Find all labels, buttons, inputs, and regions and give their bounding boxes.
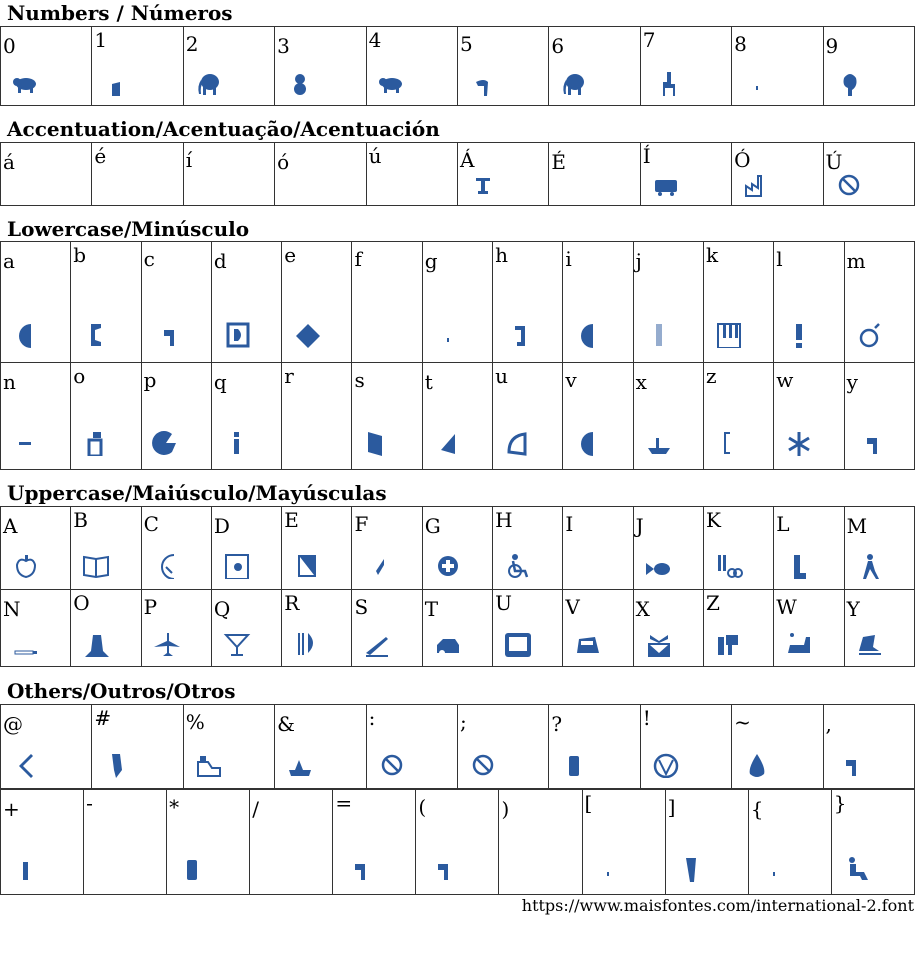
glyph-cell bbox=[71, 242, 141, 363]
wheelchair-icon bbox=[503, 553, 533, 579]
numbers-grid bbox=[0, 26, 915, 106]
glyph-char-label: = bbox=[335, 791, 353, 815]
glyph-cell bbox=[549, 143, 640, 206]
chevron-icon bbox=[11, 752, 41, 778]
glyph-row bbox=[1, 790, 915, 895]
animal-leg-icon bbox=[468, 70, 498, 96]
glyph-char-label: + bbox=[3, 797, 20, 821]
giraffe-icon bbox=[651, 70, 681, 96]
glyph-cell bbox=[457, 27, 548, 106]
fragment-icon bbox=[426, 856, 456, 882]
glyph-char-label: G bbox=[424, 514, 441, 538]
glyph-char-label: l bbox=[776, 247, 783, 271]
glyph-char-label: é bbox=[94, 144, 107, 168]
glyph-cell bbox=[563, 507, 633, 590]
glyph-char-label: q bbox=[213, 370, 227, 394]
piano-icon bbox=[714, 322, 744, 348]
glyph-cell bbox=[1, 507, 71, 590]
glyph-char-label: Ó bbox=[734, 148, 751, 172]
scissors-icon bbox=[714, 553, 744, 579]
glyph-char-label: U bbox=[495, 591, 512, 615]
glyph-char-label: # bbox=[94, 706, 112, 730]
glyph-char-label: b bbox=[73, 243, 87, 267]
glyph-char-label: Á bbox=[459, 148, 475, 172]
glyph-char-label: Ú bbox=[825, 150, 843, 174]
fragment-icon bbox=[152, 322, 182, 348]
glyph-char-label: I bbox=[565, 512, 574, 536]
glyph-char-label: d bbox=[213, 249, 227, 273]
squirrel-icon bbox=[834, 70, 864, 96]
glyph-char-label: Z bbox=[705, 591, 720, 615]
glyph-char-label: É bbox=[551, 150, 566, 174]
glyph-cell bbox=[167, 790, 250, 895]
robot-icon bbox=[81, 430, 111, 456]
glyph-cell bbox=[1, 242, 71, 363]
glyph-char-label: A bbox=[3, 514, 18, 538]
glyph-char-label: á bbox=[3, 150, 15, 174]
glyph-char-label: 3 bbox=[277, 34, 290, 58]
animal-fragment-icon bbox=[102, 70, 132, 96]
glyph-char-label: s bbox=[354, 368, 365, 392]
glyph-cell bbox=[275, 705, 366, 789]
glyph-char-label: 0 bbox=[3, 34, 16, 58]
half-circle-icon bbox=[573, 322, 603, 348]
fragment-icon bbox=[855, 430, 885, 456]
glyph-cell bbox=[582, 790, 665, 895]
glyph-cell bbox=[774, 590, 844, 667]
glyph-cell bbox=[732, 27, 823, 106]
glyph-cell bbox=[92, 27, 183, 106]
bar-icon bbox=[11, 856, 41, 882]
block-icon bbox=[559, 752, 589, 778]
bracket-icon bbox=[714, 430, 744, 456]
elephant-icon bbox=[559, 70, 589, 96]
pacman-icon bbox=[152, 430, 182, 456]
glyph-cell bbox=[844, 242, 914, 363]
glyph-char-label: ? bbox=[551, 712, 563, 736]
glyph-cell bbox=[141, 590, 211, 667]
glyph-char-label: n bbox=[3, 370, 16, 394]
fragment-icon bbox=[343, 856, 373, 882]
glyph-char-label: ! bbox=[642, 706, 651, 730]
glyph-cell bbox=[549, 705, 640, 789]
glyph-cell bbox=[92, 143, 183, 206]
wave-icon bbox=[503, 430, 533, 456]
cigarette-icon bbox=[11, 631, 41, 657]
source-url: https://www.maisfontes.com/international-2.font bbox=[521, 896, 914, 915]
glyph-cell bbox=[275, 143, 366, 206]
hook-icon bbox=[503, 322, 533, 348]
dash-icon bbox=[11, 430, 41, 456]
airplane-icon bbox=[152, 631, 182, 657]
glyph-cell bbox=[352, 242, 422, 363]
glyph-char-label: e bbox=[284, 243, 297, 267]
glyph-cell bbox=[844, 363, 914, 470]
glyph-char-label: ú bbox=[368, 144, 382, 168]
glyph-cell bbox=[823, 705, 914, 789]
tv-icon bbox=[503, 631, 533, 657]
glyph-char-label: & bbox=[277, 712, 295, 736]
glyph-char-label: y bbox=[846, 370, 858, 394]
seat-icon bbox=[855, 631, 885, 657]
no-entry-icon bbox=[468, 752, 498, 778]
female-symbol-icon bbox=[855, 322, 885, 348]
glyph-char-label: w bbox=[776, 368, 794, 392]
no-entry-icon bbox=[377, 752, 407, 778]
lighthouse-icon bbox=[81, 631, 111, 657]
dot-icon bbox=[433, 322, 463, 348]
no-entry-icon bbox=[834, 172, 864, 198]
glyph-char-label: - bbox=[86, 791, 93, 815]
glyph-cell bbox=[422, 363, 492, 470]
glyph-cell bbox=[352, 507, 422, 590]
glyph-char-label: 6 bbox=[551, 34, 565, 58]
glyph-char-label: ~ bbox=[734, 710, 751, 734]
factory-icon bbox=[742, 172, 772, 198]
glyph-cell bbox=[183, 27, 274, 106]
glyph-char-label: ó bbox=[277, 150, 290, 174]
glyph-char-label: u bbox=[495, 364, 508, 388]
glyph-char-label: K bbox=[705, 508, 721, 532]
others-grid-row1 bbox=[0, 704, 915, 789]
glyph-row bbox=[1, 590, 915, 667]
section-title-accentuation: Accentuation/Acentuação/Acentuación bbox=[7, 117, 440, 141]
pedestrian-icon bbox=[855, 553, 885, 579]
bus-icon bbox=[651, 172, 681, 198]
glyph-char-label: Q bbox=[213, 597, 231, 621]
glyph-char-label: Y bbox=[846, 597, 860, 621]
glyph-char-label: H bbox=[495, 508, 513, 532]
glyph-cell bbox=[422, 242, 492, 363]
hippo-icon bbox=[377, 70, 407, 96]
glyph-cell bbox=[141, 363, 211, 470]
boat-icon bbox=[285, 752, 315, 778]
glyph-char-label: J bbox=[635, 514, 644, 538]
glyph-char-label: 9 bbox=[825, 34, 839, 58]
glyph-row bbox=[1, 27, 915, 106]
glyph-cell bbox=[366, 705, 457, 789]
uppercase-grid bbox=[0, 506, 915, 667]
glyph-cell bbox=[563, 363, 633, 470]
d-box-icon bbox=[222, 322, 252, 348]
glyph-char-label: p bbox=[143, 368, 157, 392]
glyph-cell bbox=[493, 507, 563, 590]
lowercase-grid bbox=[0, 241, 915, 470]
glyph-char-label: t bbox=[424, 370, 433, 394]
glyph-char-label: o bbox=[73, 364, 86, 388]
glyph-cell bbox=[352, 590, 422, 667]
glyph-char-label: 1 bbox=[94, 28, 108, 52]
sign-icon bbox=[292, 322, 322, 348]
glyph-char-label: f bbox=[354, 247, 362, 271]
glyph-char-label: , bbox=[825, 712, 832, 736]
glyph-row bbox=[1, 143, 915, 206]
exclamation-icon bbox=[784, 322, 814, 348]
half-circle-icon bbox=[573, 430, 603, 456]
taxi-icon bbox=[433, 631, 463, 657]
glyph-char-label: Í bbox=[642, 144, 651, 168]
glyph-char-label: F bbox=[354, 512, 369, 536]
panda-icon bbox=[285, 70, 315, 96]
bar-fragment-icon bbox=[644, 322, 674, 348]
phone-icon bbox=[81, 322, 111, 348]
glyph-char-label: ( bbox=[418, 795, 427, 819]
first-aid-icon bbox=[433, 553, 463, 579]
glyph-char-label: i bbox=[565, 247, 572, 271]
glyph-char-label: N bbox=[3, 597, 21, 621]
section-title-others: Others/Outros/Otros bbox=[7, 679, 236, 703]
glyph-cell bbox=[1, 363, 71, 470]
glyph-cell bbox=[703, 590, 773, 667]
bed-icon bbox=[784, 631, 814, 657]
ski-icon bbox=[362, 631, 392, 657]
glyph-cell bbox=[84, 790, 167, 895]
glyph-char-label: r bbox=[284, 364, 294, 388]
glyph-cell bbox=[92, 705, 183, 789]
glyph-cell bbox=[211, 590, 281, 667]
glyph-char-label: D bbox=[213, 514, 230, 538]
glyph-row bbox=[1, 507, 915, 590]
car-icon bbox=[194, 752, 224, 778]
glyph-char-label: { bbox=[750, 797, 764, 821]
fish-icon bbox=[644, 553, 674, 579]
cocktail-icon bbox=[222, 631, 252, 657]
glyph-cell bbox=[71, 363, 141, 470]
glyph-cell bbox=[1, 590, 71, 667]
glyph-cell bbox=[563, 242, 633, 363]
door-icon bbox=[362, 430, 392, 456]
glyph-cell bbox=[563, 590, 633, 667]
glyph-char-label: h bbox=[495, 243, 508, 267]
glyph-cell bbox=[493, 242, 563, 363]
book-icon bbox=[81, 553, 111, 579]
glyph-cell bbox=[823, 143, 914, 206]
glyph-char-label: ] bbox=[667, 795, 676, 819]
glyph-cell bbox=[71, 590, 141, 667]
glyph-char-label: 5 bbox=[459, 32, 473, 56]
faucet-icon bbox=[468, 172, 498, 198]
glyph-cell bbox=[211, 507, 281, 590]
glyph-cell bbox=[493, 363, 563, 470]
glyph-row bbox=[1, 705, 915, 789]
glyph-char-label: @ bbox=[3, 712, 23, 736]
glyph-char-label: % bbox=[185, 710, 205, 734]
glyph-cell bbox=[640, 143, 731, 206]
glyph-cell bbox=[633, 507, 703, 590]
dot-icon bbox=[759, 856, 789, 882]
glyph-char-label: m bbox=[846, 249, 866, 273]
fragment-icon bbox=[834, 752, 864, 778]
glyph-char-label: 8 bbox=[734, 32, 747, 56]
info-icon bbox=[222, 430, 252, 456]
glyph-cell bbox=[183, 705, 274, 789]
section-title-uppercase: Uppercase/Maiúsculo/Mayúsculas bbox=[7, 481, 387, 505]
glyph-row bbox=[1, 242, 915, 363]
glyph-char-label: í bbox=[185, 148, 193, 172]
glyph-char-label: j bbox=[635, 249, 642, 273]
glyph-char-label: B bbox=[73, 508, 88, 532]
glyph-cell bbox=[640, 705, 731, 789]
glyph-cell bbox=[282, 507, 352, 590]
accentuation-grid bbox=[0, 142, 915, 206]
glyph-cell bbox=[422, 507, 492, 590]
glyph-cell bbox=[366, 27, 457, 106]
glyph-cell bbox=[333, 790, 416, 895]
glyph-char-label: } bbox=[833, 791, 847, 815]
pen-nib-icon bbox=[102, 752, 132, 778]
glyph-cell bbox=[844, 507, 914, 590]
glyph-char-label: S bbox=[354, 595, 369, 619]
glyph-cell bbox=[141, 242, 211, 363]
glyph-cell bbox=[457, 705, 548, 789]
glyph-cell bbox=[71, 507, 141, 590]
train-icon bbox=[573, 631, 603, 657]
apple-icon bbox=[11, 553, 41, 579]
globe-icon bbox=[651, 752, 681, 778]
line-icon bbox=[362, 553, 392, 579]
person-sitting-icon bbox=[842, 856, 872, 882]
glyph-cell bbox=[831, 790, 914, 895]
glyph-char-label: E bbox=[284, 508, 299, 532]
glyph-cell bbox=[823, 27, 914, 106]
glyph-char-label: X bbox=[635, 597, 650, 621]
glyph-cell bbox=[282, 242, 352, 363]
glyph-char-label: v bbox=[565, 368, 577, 392]
l-sign-icon bbox=[784, 553, 814, 579]
glyph-cell bbox=[633, 363, 703, 470]
glyph-char-label: : bbox=[368, 706, 376, 730]
mail-icon bbox=[644, 631, 674, 657]
glyph-char-label: M bbox=[846, 514, 868, 538]
envelope-icon bbox=[292, 553, 322, 579]
glyph-char-label: [ bbox=[584, 791, 593, 815]
glyph-char-label: V bbox=[565, 595, 580, 619]
glyph-cell bbox=[141, 507, 211, 590]
glyph-cell bbox=[774, 363, 844, 470]
glyph-char-label: 4 bbox=[368, 28, 382, 52]
glyph-cell bbox=[499, 790, 582, 895]
glyph-char-label: g bbox=[424, 249, 438, 273]
block-icon bbox=[177, 856, 207, 882]
glyph-char-label: x bbox=[635, 370, 647, 394]
glyph-cell bbox=[703, 507, 773, 590]
glyph-cell bbox=[633, 590, 703, 667]
glyph-char-label: * bbox=[169, 795, 180, 819]
arrow-icon bbox=[433, 430, 463, 456]
glyph-char-label: z bbox=[705, 364, 717, 388]
glyph-cell bbox=[250, 790, 333, 895]
glyph-cell bbox=[703, 363, 773, 470]
glyph-cell bbox=[732, 143, 823, 206]
dot-icon bbox=[742, 70, 772, 96]
glyph-cell bbox=[1, 143, 92, 206]
glyph-char-label: O bbox=[73, 591, 90, 615]
glyph-cell bbox=[774, 507, 844, 590]
glyph-char-label: T bbox=[424, 597, 439, 621]
glyph-cell bbox=[640, 27, 731, 106]
glyph-cell bbox=[549, 27, 640, 106]
glyph-cell bbox=[774, 242, 844, 363]
glyph-cell bbox=[457, 143, 548, 206]
glyph-char-label: L bbox=[776, 512, 790, 536]
restaurant-icon bbox=[292, 631, 322, 657]
glyph-char-label: 2 bbox=[185, 32, 199, 56]
glyph-cell bbox=[1, 705, 92, 789]
snowflake-icon bbox=[784, 430, 814, 456]
glyph-cell bbox=[282, 590, 352, 667]
glyph-char-label: ) bbox=[501, 797, 510, 821]
glyph-char-label: a bbox=[3, 249, 15, 273]
glyph-cell bbox=[275, 27, 366, 106]
glyph-cell bbox=[493, 590, 563, 667]
others-grid-row2 bbox=[0, 789, 915, 895]
glyph-cell bbox=[1, 790, 84, 895]
glyph-cell bbox=[416, 790, 499, 895]
glyph-char-label: W bbox=[776, 595, 797, 619]
tower-icon bbox=[676, 856, 706, 882]
glyph-char-label: ; bbox=[459, 710, 467, 734]
glyph-cell bbox=[183, 143, 274, 206]
glyph-row bbox=[1, 363, 915, 470]
glyph-char-label: R bbox=[284, 591, 300, 615]
half-circle-icon bbox=[11, 322, 41, 348]
clock-icon bbox=[152, 553, 182, 579]
section-title-numbers: Numbers / Números bbox=[7, 1, 233, 25]
dot-icon bbox=[593, 856, 623, 882]
glyph-char-label: C bbox=[143, 512, 159, 536]
glyph-cell bbox=[366, 143, 457, 206]
glyph-cell bbox=[703, 242, 773, 363]
safe-icon bbox=[222, 553, 252, 579]
glyph-cell bbox=[211, 363, 281, 470]
ship-icon bbox=[644, 430, 674, 456]
glyph-cell bbox=[665, 790, 748, 895]
glyph-cell bbox=[352, 363, 422, 470]
glyph-cell bbox=[732, 705, 823, 789]
glyph-cell bbox=[282, 363, 352, 470]
glyph-char-label: 7 bbox=[642, 28, 656, 52]
glyph-cell bbox=[211, 242, 281, 363]
glyph-char-label: c bbox=[143, 247, 155, 271]
glyph-char-label: k bbox=[705, 243, 719, 267]
hippo-icon bbox=[11, 70, 41, 96]
glyph-cell bbox=[1, 27, 92, 106]
glyph-char-label: / bbox=[252, 797, 259, 821]
glyph-cell bbox=[422, 590, 492, 667]
drop-icon bbox=[742, 752, 772, 778]
glyph-cell bbox=[748, 790, 831, 895]
hairdryer-icon bbox=[714, 631, 744, 657]
section-title-lowercase: Lowercase/Minúsculo bbox=[7, 217, 250, 241]
glyph-cell bbox=[844, 590, 914, 667]
glyph-cell bbox=[633, 242, 703, 363]
glyph-char-label: P bbox=[143, 595, 158, 619]
elephant-icon bbox=[194, 70, 224, 96]
